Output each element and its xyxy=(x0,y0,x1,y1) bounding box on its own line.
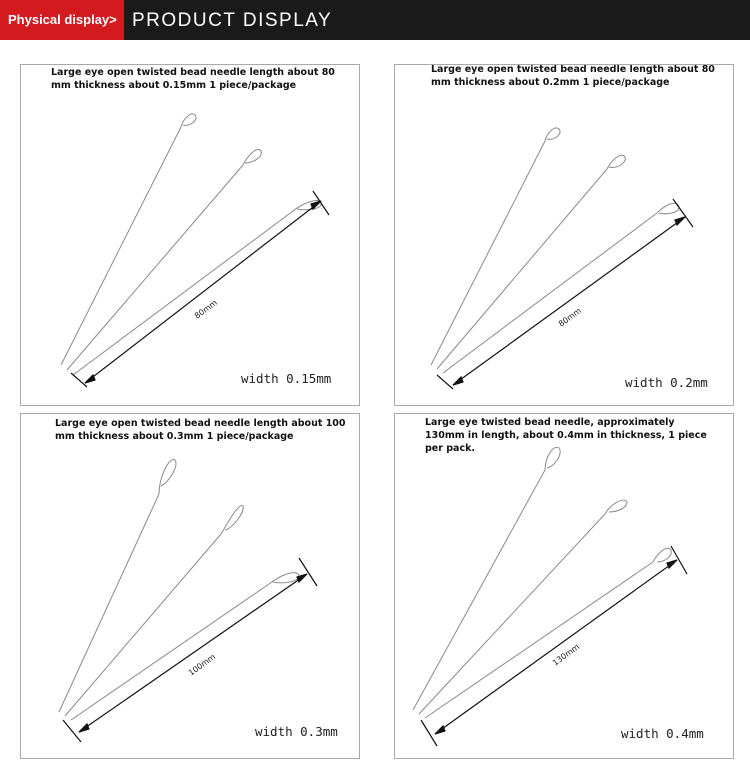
product-card-1 xyxy=(20,64,360,406)
width-label-3: width 0.3mm xyxy=(255,724,338,739)
length-label-1: 80mm xyxy=(192,298,220,321)
width-label-1: width 0.15mm xyxy=(241,371,332,386)
product-card-3 xyxy=(20,413,360,759)
page-title: PRODUCT DISPLAY xyxy=(132,10,333,31)
page-header xyxy=(0,0,750,40)
length-label-4: 130mm xyxy=(550,642,582,668)
section-tag: Physical display> xyxy=(0,0,124,40)
length-label-3: 100mm xyxy=(186,652,218,678)
needle-illustration-1 xyxy=(21,65,360,406)
width-label-4: width 0.4mm xyxy=(621,726,704,741)
needle-illustration-3 xyxy=(21,414,360,759)
length-label-2: 80mm xyxy=(556,306,584,329)
card-caption-4: Large eye twisted bead needle, approximately 130mm in length, about 0.4mm in thickness, 1 piece per pack. xyxy=(425,417,707,454)
product-card-2 xyxy=(394,64,734,406)
width-label-2: width 0.2mm xyxy=(625,375,708,390)
needle-illustration-2 xyxy=(395,65,734,406)
card-caption-2: Large eye open twisted bead needle length about 80 mm thickness about 0.2mm 1 piece/package xyxy=(431,64,715,88)
card-caption-1: Large eye open twisted bead needle length about 80 mm thickness about 0.15mm 1 piece/package xyxy=(51,67,335,91)
product-card-4 xyxy=(394,413,734,759)
card-caption-3: Large eye open twisted bead needle length about 100 mm thickness about 0.3mm 1 piece/package xyxy=(55,418,346,442)
needle-illustration-4 xyxy=(395,414,734,759)
